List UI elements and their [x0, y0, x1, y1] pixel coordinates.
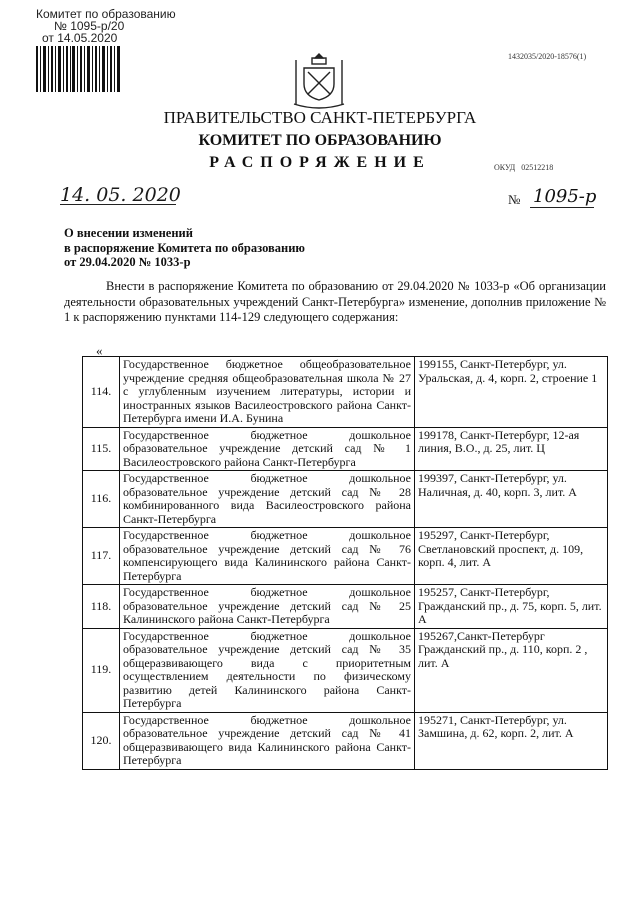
- intro-paragraph: [64, 279, 606, 326]
- table-row: [83, 357, 608, 428]
- institution-name: Государственное бюджетное дошкольное образовательное учреждение детский сад № 28 комбинированного вида Василеостровского района Санкт-Петербурга: [120, 471, 415, 528]
- intro-text: Внести в распоряжение Комитета по образованию от 29.04.2020 № 1033-р «Об организации деятельности образовательных учреждений Санкт-Петербурга» изменение, дополнив приложение № 1 к распоряжению пунктами 114-129 следующего содержания:: [64, 279, 606, 324]
- okud-label: ОКУД: [494, 163, 516, 172]
- okud-value: 02512218: [521, 163, 554, 172]
- subject-line-3: от 29.04.2020 № 1033-р: [64, 255, 191, 269]
- institution-address: 195257, Санкт-Петербург, Гражданский пр., д. 75, корп. 5, лит. А: [415, 585, 608, 629]
- subject-line-1: О внесении изменений: [64, 226, 193, 240]
- handwritten-number: 1095-р: [533, 186, 597, 207]
- table-row: [83, 628, 608, 712]
- stamp-date: от 14.05.2020: [42, 31, 118, 45]
- table-row: [83, 528, 608, 585]
- row-number: 119.: [83, 628, 120, 712]
- row-number: 115.: [83, 427, 120, 471]
- institution-name: Государственное бюджетное дошкольное образовательное учреждение детский сад № 25 Калининского района Санкт-Петербурга: [120, 585, 415, 629]
- row-number: 117.: [83, 528, 120, 585]
- handwritten-date: 14. 05. 2020: [60, 184, 181, 206]
- stamp-number: № 1095-р/20: [54, 19, 125, 33]
- number-label: №: [508, 192, 521, 207]
- institution-address: 199155, Санкт-Петербург, ул. Уральская, д. 4, корп. 2, строение 1: [415, 357, 608, 428]
- institution-name: Государственное бюджетное дошкольное образовательное учреждение детский сад № 76 компенсирующего вида Калининского района Санкт-Петербурга: [120, 528, 415, 585]
- document-type: РАСПОРЯЖЕНИЕ: [209, 154, 431, 171]
- institution-address: 195297, Санкт-Петербург, Светлановский проспект, д. 109, корп. 4, лит. А: [415, 528, 608, 585]
- date-underline: [60, 204, 176, 205]
- coat-of-arms-icon: [290, 50, 348, 110]
- institution-address: 199178, Санкт-Петербург, 12-ая линия, В.О., д. 25, лит. Ц: [415, 427, 608, 471]
- institution-address: 195267,Санкт-Петербург Гражданский пр., д. 110, корп. 2 , лит. А: [415, 628, 608, 712]
- institution-name: Государственное бюджетное дошкольное образовательное учреждение детский сад № 41 общеразвивающего вида Калининского района Санкт-Петербурга: [120, 712, 415, 769]
- registration-number: 1432035/2020-18576(1): [508, 52, 587, 61]
- row-number: 118.: [83, 585, 120, 629]
- committee-title: КОМИТЕТ ПО ОБРАЗОВАНИЮ: [198, 132, 442, 149]
- row-number: 120.: [83, 712, 120, 769]
- registration-stamp: [36, 8, 176, 44]
- row-number: 114.: [83, 357, 120, 428]
- opening-quote: «: [96, 343, 103, 358]
- table-row: [83, 471, 608, 528]
- institution-name: Государственное бюджетное общеобразовательное учреждение средняя общеобразовательная школа № 27 с углубленным изучением литературы, истории и иностранных языков Василеостровского района Санкт-Петербурга имени И.А. Бунина: [120, 357, 415, 428]
- subject-block: [64, 226, 305, 270]
- institution-name: Государственное бюджетное дошкольное образовательное учреждение детский сад № 1 Василеостровского района Санкт-Петербурга: [120, 427, 415, 471]
- subject-line-2: в распоряжение Комитета по образованию: [64, 240, 305, 255]
- institution-address: 199397, Санкт-Петербург, ул. Наличная, д. 40, корп. 3, лит. А: [415, 471, 608, 528]
- row-number: 116.: [83, 471, 120, 528]
- institution-address: 195271, Санкт-Петербург, ул. Замшина, д. 62, корп. 2, лит. А: [415, 712, 608, 769]
- stamp-committee: Комитет по образованию: [36, 7, 176, 21]
- barcode: [36, 46, 120, 92]
- table-row: [83, 427, 608, 471]
- okud-code: [494, 163, 553, 172]
- institution-name: Государственное бюджетное дошкольное образовательное учреждение детский сад № 35 общеразвивающего вида с приоритетным осуществлением деятельности по физическому развитию детей Калининского района Санкт-Петербурга: [120, 628, 415, 712]
- table-row: [83, 712, 608, 769]
- institutions-table: [82, 356, 608, 770]
- government-title: ПРАВИТЕЛЬСТВО САНКТ-ПЕТЕРБУРГА: [163, 108, 477, 127]
- table-row: [83, 585, 608, 629]
- number-underline: [530, 207, 594, 208]
